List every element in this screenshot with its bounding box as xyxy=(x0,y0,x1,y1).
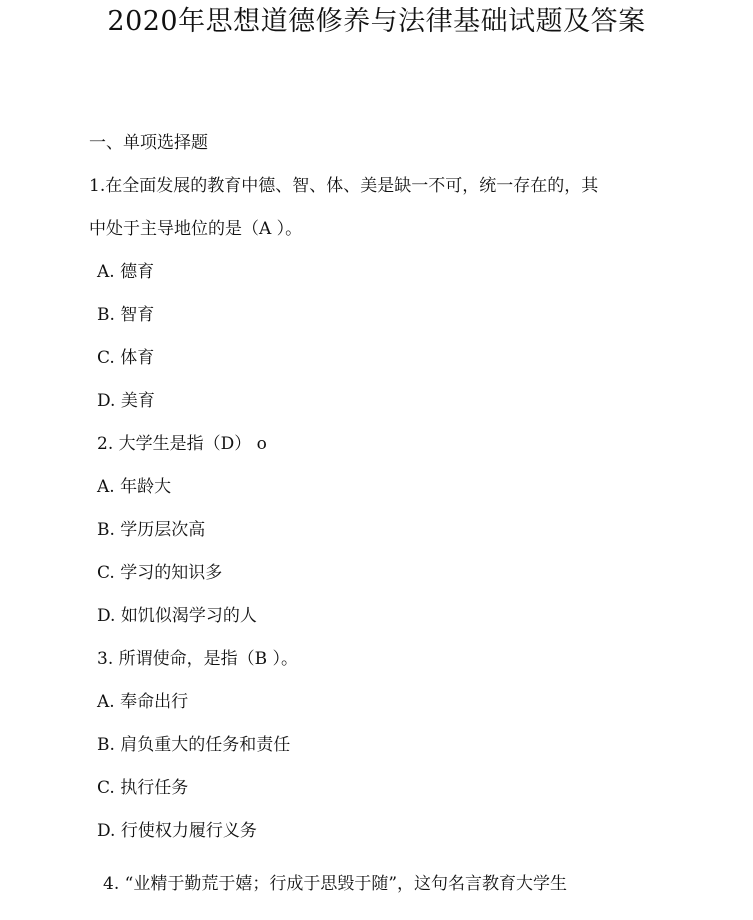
question-2-option-c: C. 学习的知识多 xyxy=(97,563,223,583)
question-1-stem-line-2: 中处于主导地位的是（A ）。 xyxy=(89,219,303,239)
question-1-option-c: C. 体育 xyxy=(97,348,155,368)
question-3-option-b: B. 肩负重大的任务和责任 xyxy=(97,735,291,755)
question-3-stem: 3. 所谓使命，是指（B ）。 xyxy=(97,649,299,669)
question-2-option-d: D. 如饥似渴学习的人 xyxy=(97,606,257,626)
document-title: 2020年思想道德修养与法律基础试题及答案 xyxy=(107,6,646,37)
question-3-option-d: D. 行使权力履行义务 xyxy=(97,821,257,841)
question-2-option-b: B. 学历层次高 xyxy=(97,520,206,540)
question-3-option-a: A. 奉命出行 xyxy=(97,692,189,712)
question-2-option-a: A. 年龄大 xyxy=(97,477,172,497)
section-heading: 一、单项选择题 xyxy=(89,133,208,153)
question-4-stem: 4. “业精于勤荒于嬉；行成于思毁于随”，这句名言教育大学生 xyxy=(103,874,568,894)
question-1-stem-line-1: 1.在全面发展的教育中德、智、体、美是缺一不可，统一存在的，其 xyxy=(89,176,599,196)
question-1-option-d: D. 美育 xyxy=(97,391,155,411)
question-2-stem: 2. 大学生是指（D） o xyxy=(97,434,267,454)
question-3-option-c: C. 执行任务 xyxy=(97,778,189,798)
question-1-option-a: A. 德育 xyxy=(97,262,155,282)
question-1-option-b: B. 智育 xyxy=(97,305,155,325)
